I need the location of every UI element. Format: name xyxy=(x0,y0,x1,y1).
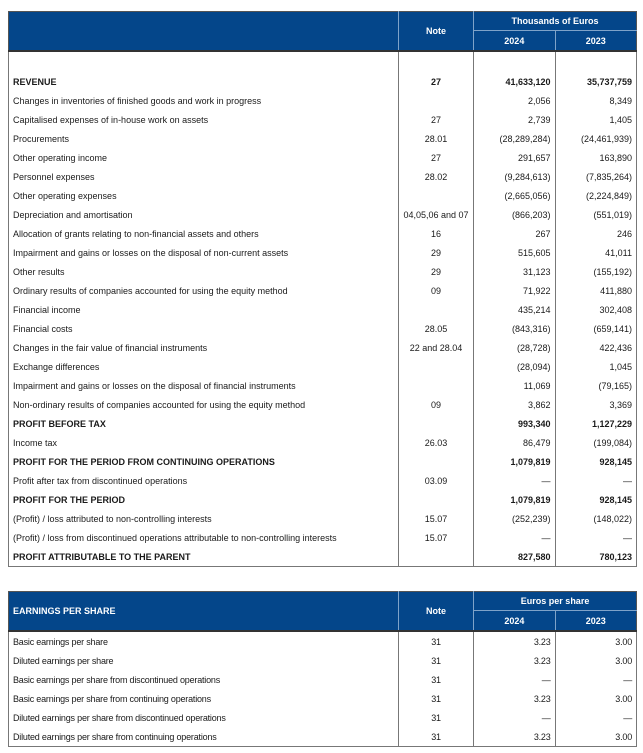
income-row xyxy=(9,376,637,395)
income-row xyxy=(9,547,637,567)
value-2024: 515,605 xyxy=(474,243,555,262)
row-label: Non-ordinary results of companies accounted for using the equity method xyxy=(9,395,399,414)
value-2023: 422,436 xyxy=(555,338,636,357)
value-2023: — xyxy=(555,528,636,547)
eps-unit-group-header: Euros per share xyxy=(474,592,637,611)
eps-note-column-header: Note xyxy=(398,592,473,632)
income-table-body xyxy=(9,51,637,567)
value-2024: 291,657 xyxy=(474,148,555,167)
income-row xyxy=(9,338,637,357)
row-note: 22 and 28.04 xyxy=(398,338,473,357)
income-statement-table xyxy=(8,11,637,567)
value-2024: 31,123 xyxy=(474,262,555,281)
value-2023: 3.00 xyxy=(555,651,636,670)
eps-table-header xyxy=(9,592,637,632)
row-label: Impairment and gains or losses on the disposal of non-current assets xyxy=(9,243,399,262)
value-2024: (843,316) xyxy=(474,319,555,338)
income-row xyxy=(9,186,637,205)
eps-row xyxy=(9,670,637,689)
value-2023: (24,461,939) xyxy=(555,129,636,148)
value-2023: (659,141) xyxy=(555,319,636,338)
value-2024: 827,580 xyxy=(474,547,555,567)
income-row xyxy=(9,110,637,129)
income-row xyxy=(9,72,637,91)
value-2024: (2,665,056) xyxy=(474,186,555,205)
value-2024: 1,079,819 xyxy=(474,452,555,471)
year-2023-header: 2023 xyxy=(555,31,636,52)
value-2023: (551,019) xyxy=(555,205,636,224)
eps-year-2023-header: 2023 xyxy=(555,611,636,632)
value-2023: 3.00 xyxy=(555,727,636,747)
row-note: 16 xyxy=(398,224,473,243)
value-2024: 267 xyxy=(474,224,555,243)
value-2023: 8,349 xyxy=(555,91,636,110)
row-note: 31 xyxy=(398,670,473,689)
row-note xyxy=(398,414,473,433)
value-2023: — xyxy=(555,670,636,689)
income-row xyxy=(9,528,637,547)
row-note: 09 xyxy=(398,281,473,300)
row-note: 27 xyxy=(398,110,473,129)
value-2024: 3.23 xyxy=(474,727,555,747)
spacer-row xyxy=(9,51,637,72)
value-2023: 246 xyxy=(555,224,636,243)
value-2023: 35,737,759 xyxy=(555,72,636,91)
row-label: Basic earnings per share from continuing operations xyxy=(9,689,399,708)
value-2023: 411,880 xyxy=(555,281,636,300)
row-note: 31 xyxy=(398,631,473,651)
eps-title-header: EARNINGS PER SHARE xyxy=(9,592,399,632)
value-2023: (155,192) xyxy=(555,262,636,281)
value-2023: (199,084) xyxy=(555,433,636,452)
income-row xyxy=(9,224,637,243)
row-label: Diluted earnings per share from continuing operations xyxy=(9,727,399,747)
income-row xyxy=(9,129,637,148)
value-2023: 928,145 xyxy=(555,452,636,471)
value-2024: (28,728) xyxy=(474,338,555,357)
value-2024: 86,479 xyxy=(474,433,555,452)
row-note: 31 xyxy=(398,727,473,747)
row-label: Impairment and gains or losses on the disposal of financial instruments xyxy=(9,376,399,395)
income-row xyxy=(9,471,637,490)
value-2024: 2,739 xyxy=(474,110,555,129)
value-2023: (79,165) xyxy=(555,376,636,395)
income-row xyxy=(9,91,637,110)
value-2023: — xyxy=(555,708,636,727)
value-2024: 3,862 xyxy=(474,395,555,414)
row-label: Ordinary results of companies accounted for using the equity method xyxy=(9,281,399,300)
row-label: Procurements xyxy=(9,129,399,148)
row-note: 29 xyxy=(398,243,473,262)
income-row xyxy=(9,167,637,186)
income-row xyxy=(9,357,637,376)
eps-row xyxy=(9,651,637,670)
income-row xyxy=(9,509,637,528)
income-row xyxy=(9,395,637,414)
value-2023: — xyxy=(555,471,636,490)
row-label: Other results xyxy=(9,262,399,281)
value-2024: 2,056 xyxy=(474,91,555,110)
row-note xyxy=(398,376,473,395)
eps-row xyxy=(9,689,637,708)
income-row xyxy=(9,281,637,300)
value-2024: (252,239) xyxy=(474,509,555,528)
value-2024: (9,284,613) xyxy=(474,167,555,186)
row-note: 29 xyxy=(398,262,473,281)
eps-row xyxy=(9,631,637,651)
row-note: 15.07 xyxy=(398,528,473,547)
row-label: Diluted earnings per share xyxy=(9,651,399,670)
row-label: Depreciation and amortisation xyxy=(9,205,399,224)
label-column-header xyxy=(9,12,399,52)
row-note: 27 xyxy=(398,148,473,167)
row-label: Exchange differences xyxy=(9,357,399,376)
eps-year-2024-header: 2024 xyxy=(474,611,555,632)
row-note xyxy=(398,357,473,376)
row-label: Other operating expenses xyxy=(9,186,399,205)
row-note xyxy=(398,452,473,471)
row-note: 28.02 xyxy=(398,167,473,186)
year-2024-header: 2024 xyxy=(474,31,555,52)
row-label: Personnel expenses xyxy=(9,167,399,186)
value-2024: 41,633,120 xyxy=(474,72,555,91)
note-column-header: Note xyxy=(398,12,473,52)
row-label: Financial income xyxy=(9,300,399,319)
row-label: Diluted earnings per share from discontinued operations xyxy=(9,708,399,727)
row-label: PROFIT FOR THE PERIOD xyxy=(9,490,399,509)
currency-group-header: Thousands of Euros xyxy=(474,12,637,31)
value-2023: 1,045 xyxy=(555,357,636,376)
row-label: Financial costs xyxy=(9,319,399,338)
income-row xyxy=(9,243,637,262)
eps-row xyxy=(9,727,637,747)
value-2023: 163,890 xyxy=(555,148,636,167)
value-2024: — xyxy=(474,708,555,727)
value-2024: 993,340 xyxy=(474,414,555,433)
income-row xyxy=(9,148,637,167)
row-label: Other operating income xyxy=(9,148,399,167)
value-2023: 3.00 xyxy=(555,689,636,708)
row-label: Basic earnings per share from discontinued operations xyxy=(9,670,399,689)
row-label: Allocation of grants relating to non-financial assets and others xyxy=(9,224,399,243)
row-note xyxy=(398,547,473,567)
value-2024: — xyxy=(474,670,555,689)
row-note: 26.03 xyxy=(398,433,473,452)
value-2024: 11,069 xyxy=(474,376,555,395)
value-2024: 3.23 xyxy=(474,651,555,670)
row-label: (Profit) / loss from discontinued operations attributable to non-controlling interests xyxy=(9,528,399,547)
value-2023: 3.00 xyxy=(555,631,636,651)
income-row xyxy=(9,452,637,471)
value-2023: (148,022) xyxy=(555,509,636,528)
income-row xyxy=(9,433,637,452)
income-row xyxy=(9,490,637,509)
row-label: PROFIT FOR THE PERIOD FROM CONTINUING OPERATIONS xyxy=(9,452,399,471)
row-note: 04,05,06 and 07 xyxy=(398,205,473,224)
row-note: 28.01 xyxy=(398,129,473,148)
value-2024: 1,079,819 xyxy=(474,490,555,509)
value-2023: 302,408 xyxy=(555,300,636,319)
row-note xyxy=(398,91,473,110)
income-table-header xyxy=(9,12,637,52)
value-2023: 1,405 xyxy=(555,110,636,129)
row-label: (Profit) / loss attributed to non-controlling interests xyxy=(9,509,399,528)
row-note xyxy=(398,300,473,319)
eps-row xyxy=(9,708,637,727)
row-note xyxy=(398,186,473,205)
row-label: Capitalised expenses of in-house work on assets xyxy=(9,110,399,129)
row-note: 09 xyxy=(398,395,473,414)
income-row xyxy=(9,319,637,338)
value-2023: 3,369 xyxy=(555,395,636,414)
value-2024: (28,094) xyxy=(474,357,555,376)
row-label: Changes in the fair value of financial instruments xyxy=(9,338,399,357)
income-row xyxy=(9,414,637,433)
row-label: Changes in inventories of finished goods and work in progress xyxy=(9,91,399,110)
value-2023: 928,145 xyxy=(555,490,636,509)
earnings-per-share-table xyxy=(8,591,637,747)
value-2024: 435,214 xyxy=(474,300,555,319)
value-2024: (866,203) xyxy=(474,205,555,224)
value-2024: 71,922 xyxy=(474,281,555,300)
row-note xyxy=(398,490,473,509)
eps-table-body xyxy=(9,631,637,747)
value-2024: 3.23 xyxy=(474,689,555,708)
value-2023: (7,835,264) xyxy=(555,167,636,186)
value-2024: (28,289,284) xyxy=(474,129,555,148)
row-note: 31 xyxy=(398,708,473,727)
income-row xyxy=(9,262,637,281)
value-2023: 41,011 xyxy=(555,243,636,262)
value-2024: 3.23 xyxy=(474,631,555,651)
value-2023: 780,123 xyxy=(555,547,636,567)
value-2023: (2,224,849) xyxy=(555,186,636,205)
income-row xyxy=(9,300,637,319)
row-label: Basic earnings per share xyxy=(9,631,399,651)
row-note: 03.09 xyxy=(398,471,473,490)
row-label: PROFIT ATTRIBUTABLE TO THE PARENT xyxy=(9,547,399,567)
value-2023: 1,127,229 xyxy=(555,414,636,433)
row-label: PROFIT BEFORE TAX xyxy=(9,414,399,433)
row-note: 31 xyxy=(398,651,473,670)
income-row xyxy=(9,205,637,224)
row-label: REVENUE xyxy=(9,72,399,91)
row-note: 27 xyxy=(398,72,473,91)
value-2024: — xyxy=(474,528,555,547)
row-note: 31 xyxy=(398,689,473,708)
row-note: 15.07 xyxy=(398,509,473,528)
value-2024: — xyxy=(474,471,555,490)
row-note: 28.05 xyxy=(398,319,473,338)
row-label: Profit after tax from discontinued operations xyxy=(9,471,399,490)
row-label: Income tax xyxy=(9,433,399,452)
